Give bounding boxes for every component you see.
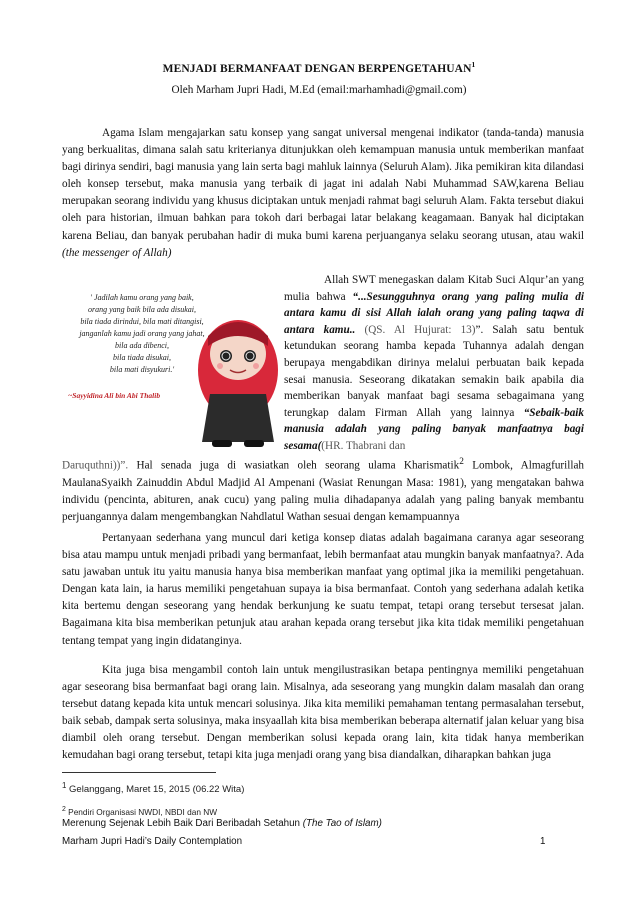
- quote-line: bila mati disyukuri.': [109, 365, 175, 374]
- paragraph-3: [62, 530, 584, 650]
- title-footnote-ref[interactable]: 1: [471, 60, 476, 69]
- hadith-reference: (HR. Thabrani dan: [321, 439, 406, 452]
- paragraph-1-italic: (the messenger of Allah): [62, 246, 172, 259]
- quote-illustration-svg: [62, 274, 278, 454]
- paragraph-2-text-b: ”. Salah satu bentuk ketundukan seorang hamba kepada Tuhannya adalah dengan berupaya mengabdikan dirinya melalui perbuatan baik kepada sesai manusia. Seseorang dikatakan semakin baik apabila dia memberikan banyak manfaat bagi sesama sebagaimana yang terungkap dalam Firman Allah yang lainnya: [284, 323, 585, 419]
- document-title: [0, 60, 638, 75]
- quote-line: orang yang baik bila ada disukai,: [88, 305, 196, 314]
- paragraph-2-cont-text: Hal senada juga di wasiatkan oleh seorang ulama Kharismatik: [136, 459, 460, 472]
- hadith-reference-end: Daruquthni))”.: [62, 459, 129, 472]
- author-line: Oleh Marham Jupri Hadi, M.Ed (email:marhamhadi@gmail.com): [171, 84, 467, 96]
- quote-line: bila tiada dirindui, bila mati ditangisi,: [80, 317, 204, 326]
- footnote-ref-2[interactable]: 2: [459, 457, 464, 467]
- footnote-divider: [62, 772, 216, 773]
- page-number: 1: [540, 836, 546, 847]
- footnote-2-mark: 2: [62, 806, 66, 813]
- paragraph-1-text: Agama Islam mengajarkan satu konsep yang sangat universal mengenai indikator (tanda-tanda) manusia yang berkualitas, dimana salah satu kriterianya ditunjukkan oleh kemampuan manusia untuk memberikan manfaat bagi dirinya sendiri, bagi manusia yang lain serta bagi mahluk lainnya (Seluruh Alam). Jika pemikiran kita dilandasi oleh konsep tersebut, maka manusia yang terbaik di jagat ini adalah Nabi Muhammad SAW,karena Beliau merupakan seorang individu yang khusus diciptakan untuk menjadi rahmat bagi seluruh Alam. Fakta tersebut diakui oleh para historian, ilmuan bahkan para tokoh dari berbagai latar belakang keagamaan. Banyak hal diciptakan karena Beliau, dan banyak perubahan hadir di muka bumi karena perjuanganya selaku seorang utusan, atau wakil: [62, 127, 584, 242]
- footer-line-1-text: Merenung Sejenak Lebih Baik Dari Beribadah Setahun: [62, 818, 301, 829]
- paragraph-2-continued: [62, 454, 584, 526]
- paragraph-3-text: Pertanyaan sederhana yang muncul dari ketiga konsep diatas adalah bagaimana caranya agar seseorang bisa atau mampu untuk menjadi pribadi yang bermanfaat, lebih bermanfaat atau mungkin banyak manfaatnya?. Ada satu jawaban untuk itu yaitu manusia hanya bisa memberikan manfaat yang optimal jika ia memiliki pengetahuan. Dengan kata lain, ia harus memiliki pengetahuan supaya ia bisa bermanfaat. Contoh yang sederhana adalah ketika kita bertemu dengan seseorang yang hendak berkunjung ke suatu tempat, tetapi orang tersebut tersesat jalan. Bagaimana kita bisa memberikan petunjuk atau arahan kepada orang tersebut jika kita tidak memiliki pengetahuan tentang tempat yang ingin didatanginya.: [62, 532, 584, 647]
- paragraph-2-text: Allah SWT menegaskan dalam Kitab Suci Alqur’an yang mulia bahwa: [284, 274, 584, 303]
- quote-line: ' Jadilah kamu orang yang baik,: [90, 293, 194, 302]
- title-text: MENJADI BERMANFAAT DENGAN BERPENGETAHUAN: [162, 62, 472, 75]
- hijab-girl-figure: [198, 320, 278, 447]
- paragraph-4-text: Kita juga bisa mengambil contoh lain untuk mengilustrasikan betapa pentingnya memiliki pengetahuan agar seseorang bisa bermanfaat bagi orang lain. Misalnya, ada seseorang yang mungkin dalam masalah dan orang tersebut datang kepada kita untuk mencari solusinya. Jika kita memiliki pemahaman tentang permasalahan tersebut, baik sebab, dampak serta solusinya, maka insyaallah kita bisa memberikan beberapa alternatif jalan keluar yang bisa diambil oleh orang tersebut. Dengan memberikan solusi kepada orang lain, kita tidak hanya memberikan kemudahan bagi orang tersebut, tetapi kita juga menjadi orang yang bisa diandalkan, diharapkan bahkan juga: [62, 664, 584, 762]
- footnote-2-text: Pendiri Organisasi NWDI, NBDI dan NW: [68, 806, 218, 817]
- paragraph-2-right-column: [284, 272, 584, 455]
- quote-line: bila tiada disukai,: [113, 353, 171, 362]
- quote-line: janganlah kamu jadi orang yang jahat,: [79, 329, 205, 338]
- footer-line-1-italic: (The Tao of Islam): [302, 818, 382, 829]
- paragraph-4: [62, 662, 584, 765]
- quran-quote: “...Sesungguhnya orang yang paling mulia di antara kamu di sisi Allah ialah orang yang paling taqwa di antara kamu..: [284, 290, 584, 336]
- hadith-quote: “Sebaik-baik manusia adalah yang paling banyak manfaatnya bagi sesama(: [284, 406, 584, 452]
- footnote-1: [62, 781, 244, 795]
- quran-reference: (QS. Al Hujurat: 13): [364, 323, 476, 336]
- footnote-1-mark: 1: [62, 781, 67, 790]
- paragraph-1: [62, 125, 584, 262]
- footnote-1-text: Gelanggang, Maret 15, 2015 (06.22 Wita): [69, 784, 245, 796]
- footer-line-1: [62, 818, 382, 829]
- quote-attribution: ~Sayyidina Ali bin Abi Thalib: [68, 391, 161, 400]
- footer-line-2: Marham Jupri Hadi’s Daily Contemplation: [62, 836, 243, 847]
- quote-illustration: [62, 274, 278, 454]
- paragraph-2-cont-text-b: Lombok, Almagfurillah MaulanaSyaikh Zainuddin Abdul Madjid Al Ampenani (Wasiat Renungan Masa: 1981), yang mengatakan bahwa individu (pencinta, abituren, anak cucu) yang paling mulia dihadapanya adalah yang paling banyak membantu perjuangannya dalam mengembangkan Nahdlatul Wathan sesuai dengan kemampuannya: [62, 459, 585, 524]
- quote-line: bila ada dibenci,: [115, 341, 169, 350]
- footnote-2: [62, 806, 217, 817]
